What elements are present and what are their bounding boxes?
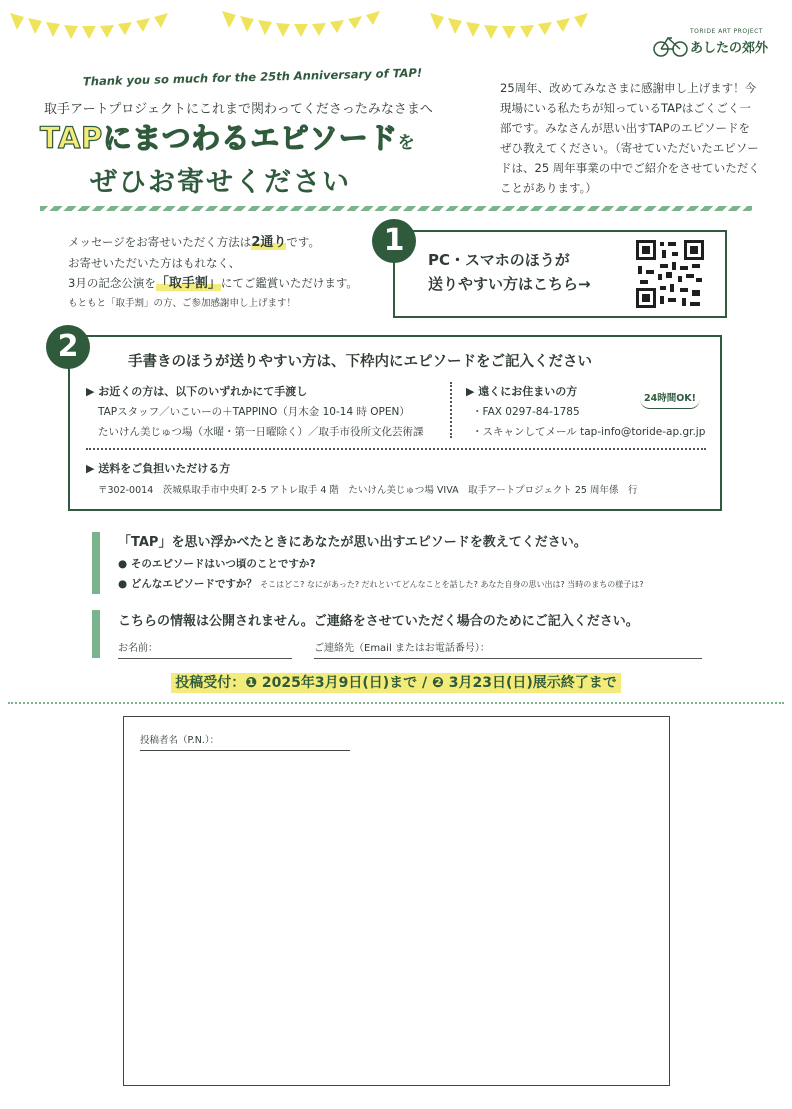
option1-number: 1 (372, 219, 416, 263)
qr-code[interactable] (636, 240, 704, 308)
horizontal-dotted-divider (86, 448, 706, 450)
question-1: ● そのエピソードはいつ頃のことですか? (118, 558, 316, 570)
near-title-text: お近くの方は、以下のいずれかにて手渡し (98, 385, 308, 398)
howto-block (68, 232, 368, 314)
near-section (86, 382, 424, 442)
deadline-text: 投稿受付：❶ 2025年3月9日(日)まで / ❷ 3月23日(日)展示終了まで (171, 673, 621, 693)
page-subtitle: ぜひお寄せください (90, 167, 351, 198)
howto-line1-post: です。 (286, 235, 320, 249)
far-title-text: 遠くにお住まいの方 (478, 385, 578, 398)
postage-address: 〒302-0014 茨城県取手市中央町 2-5 アトレ取手 4 階 たいけん美じゅつ場 VIVA 取手アートプロジェクト 25 周年係 行 (98, 485, 638, 496)
postage-title-text: 送料をご負担いただける方 (98, 462, 231, 475)
header-divider (40, 206, 752, 211)
howto-toride-discount: 「取手割」 (155, 276, 221, 291)
badge-24h: 24時間OK! (640, 390, 700, 409)
question-2: ● どんなエピソードですか？ そこはどこ? なにがあった? だれといてどんなことを話した? あなた自身の思い出は? 当時のまちの様子は? (118, 578, 644, 590)
deadline-banner (0, 672, 792, 692)
pen-name-field[interactable] (140, 728, 350, 751)
howto-line1 (68, 232, 368, 253)
near-item-1: TAPスタッフ／いこいーの＋TAPPINO（月木金 10-14 時 OPEN） (98, 406, 410, 418)
howto-line2: お寄せいただいた方はもれなく、 (68, 256, 241, 270)
logo (652, 26, 782, 58)
lead-text: 取手アートプロジェクトにこれまで関わってくださったみなさまへ (44, 102, 433, 117)
logo-small-text: TORIDE ART PROJECT (690, 28, 763, 35)
howto-line3-post: にてご鑑賞いただけます。 (220, 276, 358, 290)
option2-heading: 手書きのほうが送りやすい方は、下枠内にエピソードをご記入ください (128, 354, 592, 370)
pen-name-label: 投稿者名（P.N.）： (140, 735, 220, 746)
bicycle-logo-icon (652, 30, 688, 58)
bunting-decoration (10, 8, 630, 48)
postage-title (86, 458, 637, 480)
howto-line4: もともと「取手割」の方、ご参加感謝申し上げます！ (68, 298, 297, 309)
contact-field[interactable] (314, 636, 702, 659)
triangle-icon: ▶ (466, 385, 479, 398)
option1-text (428, 248, 591, 296)
triangle-icon: ▶ (86, 385, 99, 398)
thanks-text: Thank you so much for the 25th Anniversary of TAP! (82, 65, 423, 89)
question-block (118, 532, 644, 595)
question-accent-bar (92, 532, 100, 594)
howto-line3-pre: 3月の記念公演を (68, 276, 156, 290)
title-main: TAPにまつわるエピソード (40, 121, 398, 155)
triangle-icon: ▶ (86, 462, 99, 475)
vertical-dotted-divider (450, 382, 452, 438)
cut-line (8, 702, 784, 704)
private-title: こちらの情報は公開されません。ご連絡をさせていただく場合のためにご記入ください。 (118, 614, 639, 629)
page-title (40, 116, 415, 157)
far-email: ・スキャンしてメール tap-info@toride-ap.gr.jp (472, 426, 706, 438)
question-title: 「TAP」を思い浮かべたときにあなたが思い出すエピソードを教えてください。 (118, 535, 587, 550)
question-2-text: どんなエピソードですか？ (130, 578, 257, 590)
option1-text-line1: PC・スマホのほうが (428, 251, 570, 269)
logo-name: あしたの郊外 (690, 41, 769, 56)
private-accent-bar (92, 610, 100, 658)
option1-text-line2: 送りやすい方はこちら→ (428, 275, 591, 293)
thanks-line (55, 61, 450, 90)
howto-line3 (68, 273, 368, 294)
howto-two-ways: 2通り (251, 235, 287, 250)
title-wo: を (397, 133, 415, 153)
question-2-note: そこはどこ? なにがあった? だれといてどんなことを話した? あなた自身の思い出は? 当時のまちの様子は? (260, 580, 644, 589)
near-item-2: たいけん美じゅつ場（水曜・第一日曜除く）／取手市役所文化芸術課 (98, 426, 424, 438)
question-1-text: そのエピソードはいつ頃のことですか? (130, 558, 316, 570)
far-fax: ・FAX 0297-84-1785 (472, 406, 580, 418)
postage-section (86, 458, 637, 502)
episode-entry-box[interactable] (123, 716, 670, 1086)
option2-number: 2 (46, 325, 90, 369)
howto-line1-pre: メッセージをお寄せいただく方法は (68, 235, 252, 249)
name-field[interactable] (118, 636, 292, 659)
intro-text: 25周年、改めてみなさまに感謝申し上げます！今現場にいる私たちが知っているTAPはごくごく一部です。みなさんが思い出すTAPのエピソードをぜひ教えてください。（寄せていただいたエピソードは、25 周年事業の中でご紹介をさせていただくことがあります。） (500, 81, 760, 195)
name-label: お名前： (118, 643, 158, 654)
near-title (86, 382, 424, 402)
contact-label: ご連絡先（Email またはお電話番号）： (314, 643, 490, 654)
